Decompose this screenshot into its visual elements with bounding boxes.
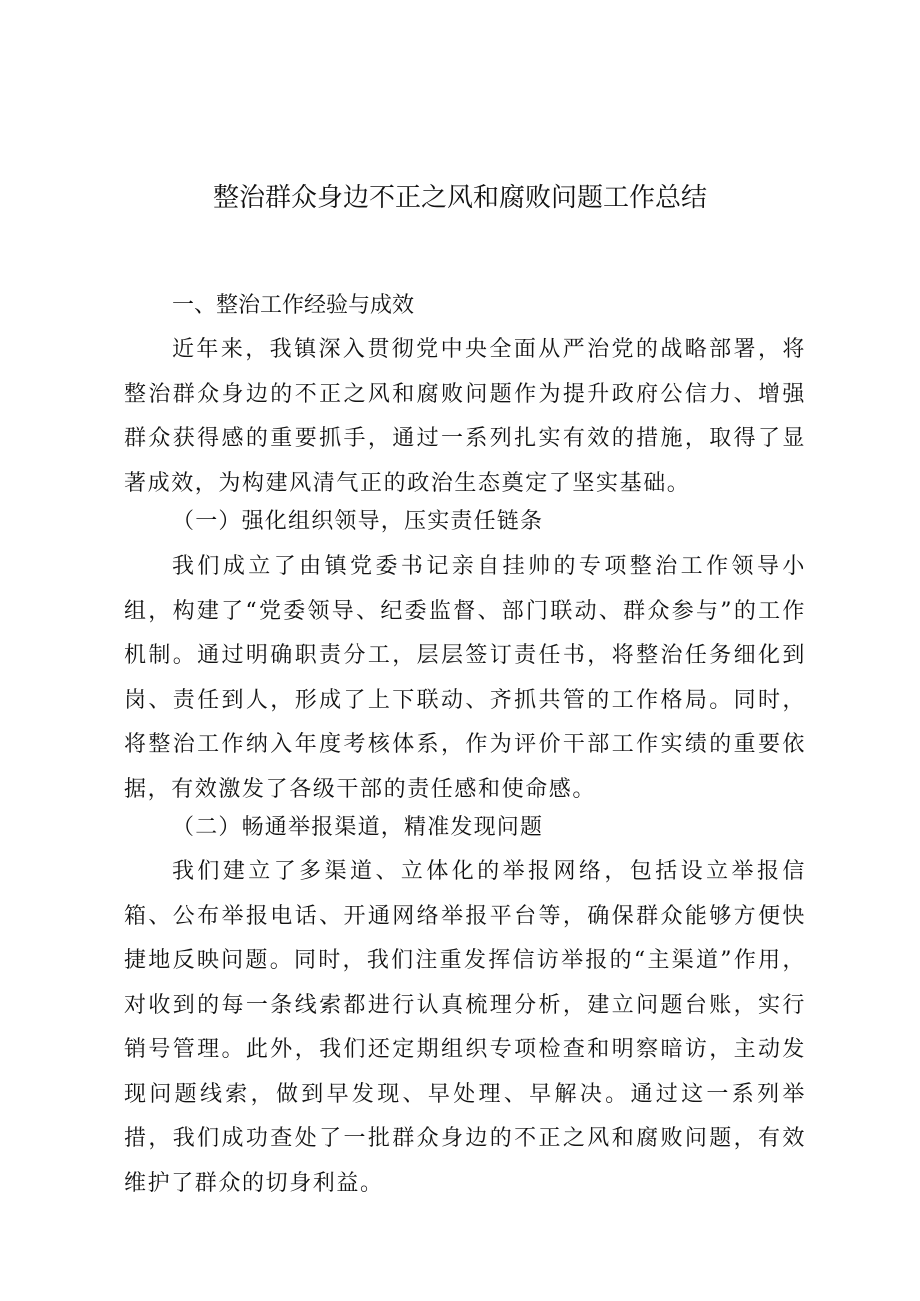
document-title: 整治群众身边不正之风和腐败问题工作总结 — [212, 183, 707, 213]
subsection-two-heading: （二）畅通举报渠道，精准发现问题 — [172, 815, 544, 840]
intro-paragraph: 近年来，我镇深入贯彻党中央全面从严治党的战略部署，将整治群众身边的不正之风和腐败问题作为提升政府公信力、增强群众获得感的重要抓手，通过一系列扎实有效的措施，取得了显著成效，为构建风清气正的政治生态奠定了坚实基础。 — [124, 337, 806, 496]
subsection-one-heading: （一）强化组织领导，压实责任链条 — [172, 509, 544, 534]
subsection-two-paragraph: 我们建立了多渠道、立体化的举报网络，包括设立举报信箱、公布举报电话、开通网络举报平台等，确保群众能够方便快捷地反映问题。同时，我们注重发挥信访举报的“主渠道”作用，对收到的每一条线索都进行认真梳理分析，建立问题台账，实行销号管理。此外，我们还定期组织专项检查和明察暗访，主动发现问题线索，做到早发现、早处理、早解决。通过这一系列举措，我们成功查处了一批群众身边的不正之风和腐败问题，有效维护了群众的切身利益。 — [124, 859, 806, 1196]
subsection-one-paragraph: 我们成立了由镇党委书记亲自挂帅的专项整治工作领导小组，构建了“党委领导、纪委监督、部门联动、群众参与”的工作机制。通过明确职责分工，层层签订责任书，将整治任务细化到岗、责任到人，形成了上下联动、齐抓共管的工作格局。同时，将整治工作纳入年度考核体系，作为评价干部工作实绩的重要依据，有效激发了各级干部的责任感和使命感。 — [124, 554, 806, 802]
section-one-heading: 一、整治工作经验与成效 — [172, 293, 415, 318]
